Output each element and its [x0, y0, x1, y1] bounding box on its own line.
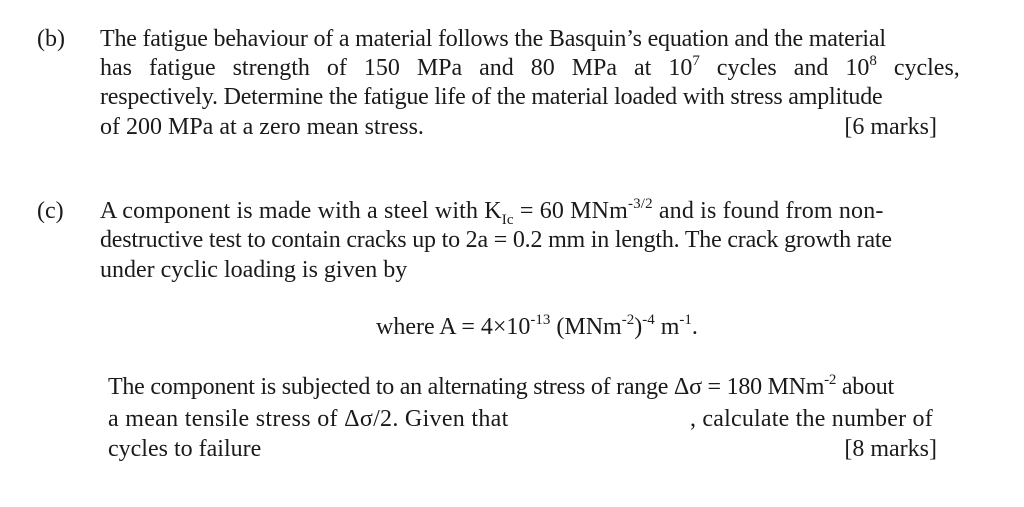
question-b-marks: [6 marks] — [844, 114, 937, 140]
exponent: -1 — [679, 312, 692, 328]
text: = 60 MNm — [513, 198, 628, 224]
word: and — [793, 55, 829, 81]
text: . — [691, 314, 698, 340]
text: m — [654, 314, 680, 340]
word: and — [479, 55, 514, 81]
exponent: 7 — [692, 53, 700, 69]
word: MPa — [416, 55, 463, 81]
superscript: -3/2 — [627, 196, 653, 212]
text: ) — [634, 314, 643, 340]
exponent: 8 — [869, 53, 877, 69]
text: and is found from non- — [652, 198, 884, 224]
question-c-line-3: under cyclic loading is given by — [100, 257, 408, 283]
word: strength — [232, 55, 310, 81]
question-c-para2-line-3: cycles to failure — [108, 436, 262, 462]
word: MPa — [571, 55, 618, 81]
constant-definition — [376, 312, 698, 342]
question-c-label: (c) — [37, 198, 64, 224]
question-c-line-1 — [100, 196, 883, 226]
question-b-line-2 — [100, 53, 960, 83]
question-c-para2-line-1 — [108, 372, 894, 402]
word: 150 — [363, 55, 400, 81]
question-c-line-2: destructive test to contain cracks up to 2a = 0.2 mm in length. The crack growth rate — [100, 227, 892, 253]
word: cycles, — [893, 55, 960, 81]
question-c-marks: [8 marks] — [844, 436, 937, 462]
text: (MNm — [550, 314, 622, 340]
question-b-label: (b) — [37, 26, 65, 52]
word: cycles — [716, 55, 777, 81]
word: 80 — [530, 55, 555, 81]
word: at — [634, 55, 652, 81]
text: A component is made with a steel with K — [100, 198, 502, 224]
question-b-line-4: of 200 MPa at a zero mean stress. — [100, 114, 424, 140]
subscript: Ic — [501, 211, 514, 228]
exponent: -2 — [621, 312, 635, 328]
question-c-para2-line-2-left: a mean tensile stress of Δσ/2. Given that — [108, 406, 509, 432]
question-b-line-1: The fatigue behaviour of a material follows the Basquin’s equation and the material — [100, 26, 886, 52]
base: 10 — [845, 55, 870, 81]
superscript: -2 — [824, 372, 837, 388]
text: where A = 4×10 — [376, 314, 531, 340]
exponent: -13 — [530, 312, 551, 328]
text: The component is subjected to an alternating stress of range Δσ = 180 MNm — [108, 374, 825, 400]
word: of — [326, 55, 347, 81]
word: has — [100, 55, 132, 81]
text: about — [836, 374, 894, 400]
base: 10 — [668, 55, 693, 81]
power-of-ten — [845, 53, 877, 83]
question-b-line-3: respectively. Determine the fatigue life of the material loaded with stress amplitude — [100, 84, 883, 110]
power-of-ten — [668, 53, 700, 83]
question-c-para2-line-2-right: , calculate the number of — [690, 406, 933, 432]
exponent: -4 — [642, 312, 655, 328]
word: fatigue — [148, 55, 216, 81]
